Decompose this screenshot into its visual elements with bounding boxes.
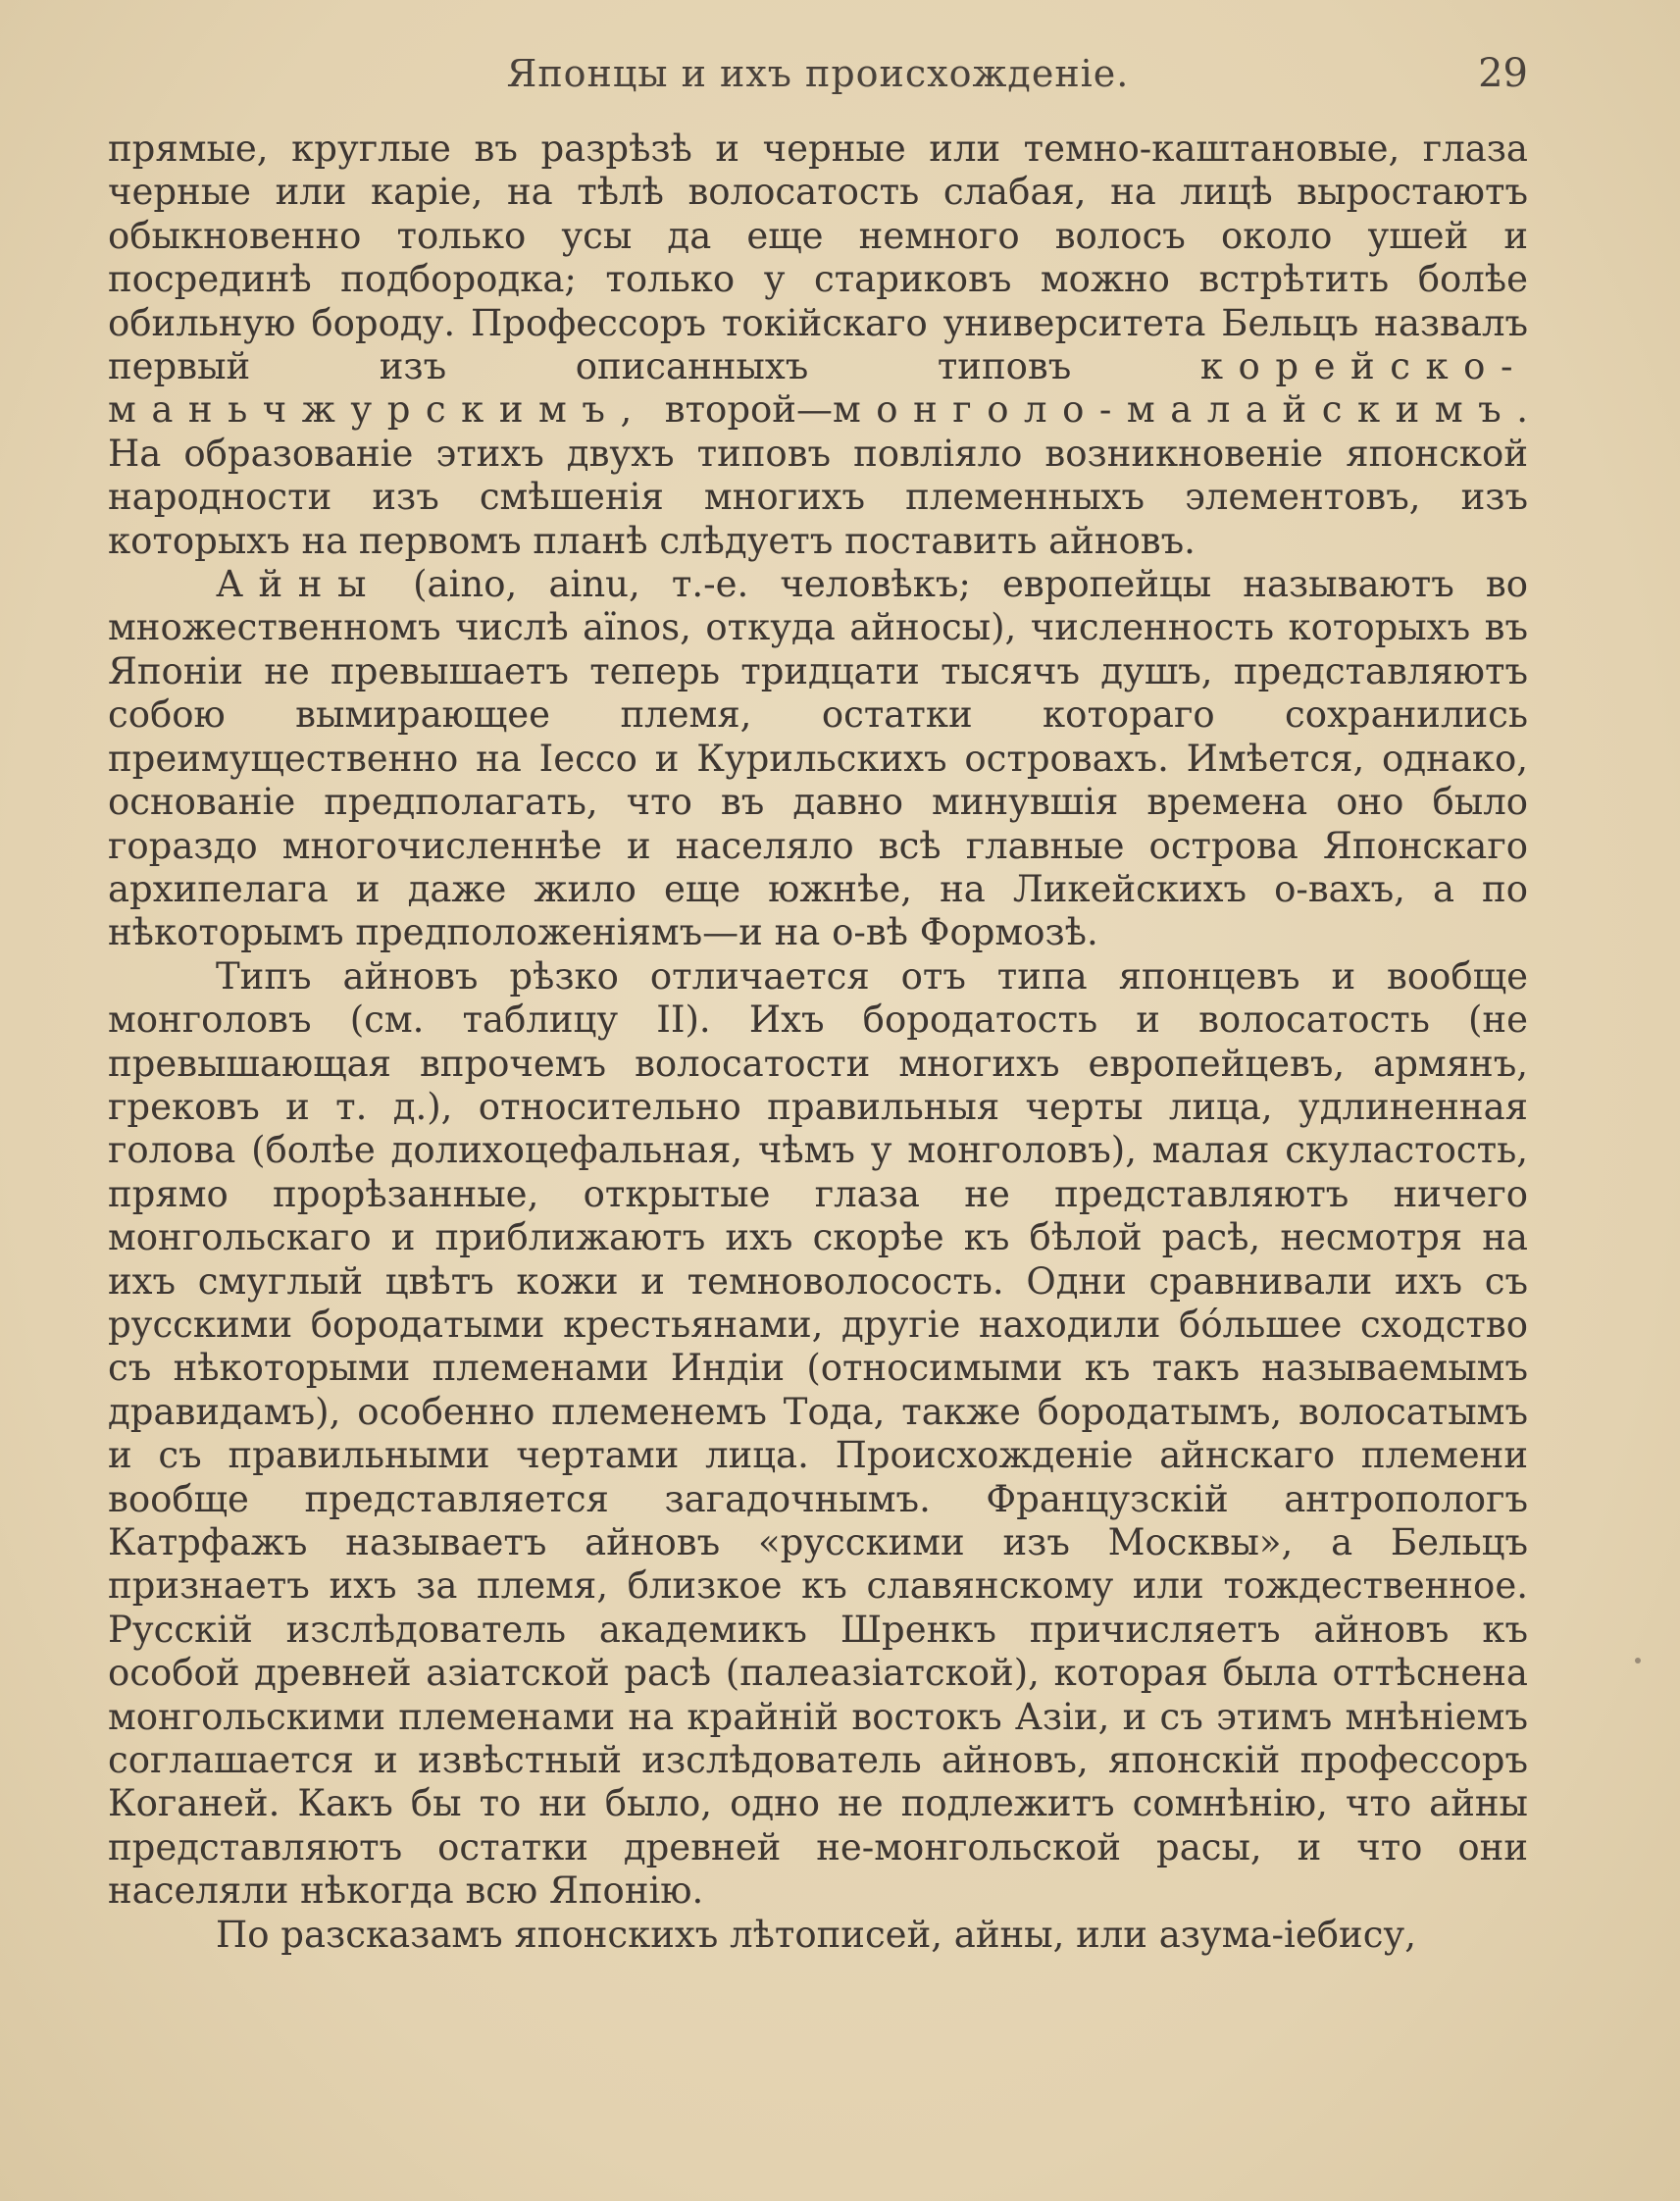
paragraph: [108, 128, 1528, 563]
paragraph-text: , второй—: [620, 388, 833, 432]
paragraph-text: . На образованіе этихъ двухъ типовъ повліяло возникновеніе японской народности изъ смѣшенія многихъ племенныхъ элементовъ, изъ которыхъ на первомъ планѣ слѣдуетъ поставить айновъ.: [108, 388, 1528, 562]
paper-speck: [1635, 1658, 1641, 1664]
paragraph: [108, 955, 1528, 1914]
paragraph: [108, 1914, 1528, 1957]
spaced-emphasis-text: Айны: [216, 563, 382, 606]
spaced-emphasis-text: монголо-малайскимъ: [832, 388, 1517, 432]
running-title: Японцы и ихъ происхожденіе.: [506, 52, 1130, 95]
paragraph-text: (aino, ainu, т.-е. человѣкъ; европейцы называютъ во множественномъ числѣ aïnos, откуда айносы), численность которыхъ въ Японіи не превышаетъ теперь тридцати тысячъ душъ, представляютъ собою вымирающее племя, остатки котораго сохранились преимущественно на Іессо и Курильскихъ островахъ. Имѣется, однако, основаніе предполагать, что въ давно минувшія времена оно было гораздо многочисленнѣе и населяло всѣ главные острова Японскаго архипелага и даже жило еще южнѣе, на Ликейскихъ о-вахъ, а по нѣкоторымъ предположеніямъ—и на о-вѣ Формозѣ.: [108, 563, 1528, 954]
paragraph-text: По разсказамъ японскихъ лѣтописей, айны, или азума-іебису,: [216, 1913, 1416, 1956]
body-text: [108, 128, 1528, 1957]
paragraph: [108, 563, 1528, 955]
paragraph-text: прямые, круглые въ разрѣзѣ и черные или темно-каштановые, глаза черные или каріе, на тѣлѣ волосатость слабая, на лицѣ выростаютъ обыкновенно только усы да еще немного волосъ около ушей и посрединѣ подбородка; только у стариковъ можно встрѣтить болѣе обильную бороду. Профессоръ токійскаго университета Бельцъ назвалъ первый изъ описанныхъ типовъ: [108, 128, 1528, 388]
paragraph-text: Типъ айновъ рѣзко отличается отъ типа японцевъ и вообще монголовъ (см. таблицу II). Ихъ бородатость и волосатость (не превышающая впрочемъ волосатости многихъ европейцевъ, армянъ, грековъ и т. д.), относительно правильныя черты лица, удлиненная голова (болѣе долихоцефальная, чѣмъ у монголовъ), малая скуластость, прямо прорѣзанные, открытые глаза не представляютъ ничего монгольскаго и приближаютъ ихъ скорѣе къ бѣлой расѣ, несмотря на ихъ смуглый цвѣтъ кожи и темноволосость. Одни сравнивали ихъ съ русскими бородатыми крестьянами, другіе находили бо́льшее сходство съ нѣкоторыми племенами Индіи (относимыми къ такъ называемымъ дравидамъ), особенно племенемъ Тода, также бородатымъ, волосатымъ и съ правильными чертами лица. Происхожденіе айнскаго племени вообще представляется загадочнымъ. Французскій антропологъ Катрфажъ называетъ айновъ «русскими изъ Москвы», а Бельцъ признаетъ ихъ за племя, близкое къ славянскому или тождественное. Русскій изслѣдователь академикъ Шренкъ причисляетъ айновъ къ особой древней азіатской расѣ (палеазіатской), которая была оттѣснена монгольскими племенами на крайній востокъ Азіи, и съ этимъ мнѣніемъ соглашается и извѣстный изслѣдователь айновъ, японскій профессоръ Коганей. Какъ бы то ни было, одно не подлежитъ сомнѣнію, что айны представляютъ остатки древней не-монгольской расы, и что они населяли нѣкогда всю Японію.: [108, 954, 1528, 1913]
spaced-emphasis-text: корейско-маньчжурскимъ: [108, 345, 1528, 432]
page-header: [108, 49, 1528, 98]
page-number: 29: [1478, 51, 1528, 96]
